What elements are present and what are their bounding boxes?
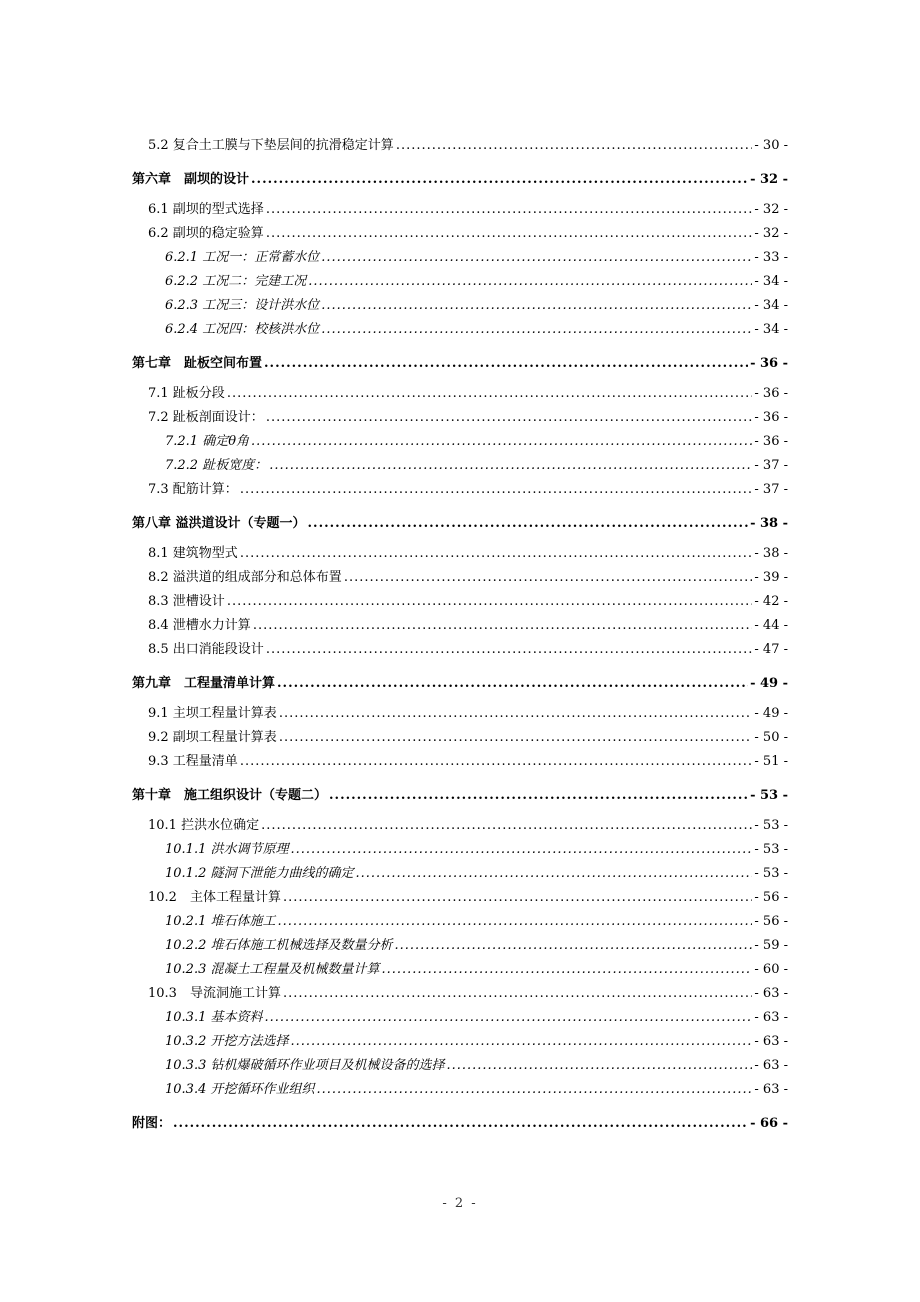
toc-entry-title: 7.2.2 趾板宽度： <box>165 458 268 473</box>
toc-entry-title: 10.3.4 开挖循环作业组织 <box>165 1082 315 1097</box>
table-of-contents <box>132 132 788 1140</box>
toc-entry-page: - 59 - <box>754 938 788 953</box>
toc-entry[interactable] <box>132 588 788 612</box>
toc-entry[interactable] <box>132 1004 788 1028</box>
toc-entry-title: 10.1.1 洪水调节原理 <box>165 842 289 857</box>
toc-entry-title: 7.1 趾板分段 <box>148 386 225 401</box>
toc-entry-title: 10.2.1 堆石体施工 <box>165 914 276 929</box>
toc-entry[interactable] <box>132 220 788 244</box>
toc-entry[interactable] <box>132 612 788 636</box>
dot-leader <box>355 864 752 884</box>
toc-entry-page: - 33 - <box>754 250 788 265</box>
toc-entry-title: 第十章 施工组织设计（专题二） <box>132 788 328 803</box>
dot-leader <box>251 170 748 190</box>
dot-leader <box>266 640 753 660</box>
dot-leader <box>308 514 749 534</box>
toc-entry-title: 6.2.4 工况四：校核洪水位 <box>165 322 320 337</box>
dot-leader <box>290 1032 752 1052</box>
toc-entry-page: - 36 - <box>754 410 788 425</box>
toc-entry-page: - 32 - <box>754 202 788 217</box>
toc-entry-page: - 63 - <box>754 1058 788 1073</box>
toc-entry[interactable] <box>132 980 788 1004</box>
toc-entry-title: 8.4 泄槽水力计算 <box>148 618 251 633</box>
dot-leader <box>240 480 753 500</box>
toc-entry[interactable] <box>132 196 788 220</box>
toc-entry-title: 9.1 主坝工程量计算表 <box>148 706 277 721</box>
toc-entry[interactable] <box>132 812 788 836</box>
dot-leader <box>277 674 748 694</box>
dot-leader <box>446 1056 752 1076</box>
toc-entry-title: 8.3 泄槽设计 <box>148 594 225 609</box>
toc-entry-title: 10.3 导流洞施工计算 <box>148 986 281 1001</box>
toc-entry[interactable] <box>132 860 788 884</box>
toc-entry-title: 9.3 工程量清单 <box>148 754 238 769</box>
toc-entry-page: - 49 - <box>754 706 788 721</box>
toc-entry-title: 6.2 副坝的稳定验算 <box>148 226 264 241</box>
toc-entry-title: 第九章 工程量清单计算 <box>132 676 276 691</box>
toc-entry-title: 6.2.3 工况三：设计洪水位 <box>165 298 320 313</box>
toc-entry-title: 5.2 复合土工膜与下垫层间的抗滑稳定计算 <box>148 138 394 153</box>
toc-chapter-entry[interactable] <box>132 668 788 694</box>
toc-entry-title: 第六章 副坝的设计 <box>132 172 250 187</box>
dot-leader <box>266 224 753 244</box>
toc-chapter-entry[interactable] <box>132 348 788 374</box>
toc-entry-title: 8.1 建筑物型式 <box>148 546 238 561</box>
toc-entry-page: - 36 - <box>754 434 788 449</box>
toc-entry-page: - 32 - <box>754 226 788 241</box>
toc-entry-page: - 44 - <box>754 618 788 633</box>
toc-entry-title: 第七章 趾板空间布置 <box>132 356 263 371</box>
dot-leader <box>266 200 753 220</box>
toc-entry[interactable] <box>132 636 788 660</box>
dot-leader <box>240 544 753 564</box>
toc-entry-page: - 53 - <box>754 818 788 833</box>
dot-leader <box>264 1008 752 1028</box>
toc-entry[interactable] <box>132 700 788 724</box>
toc-entry-page: - 39 - <box>754 570 788 585</box>
dot-leader <box>261 816 752 836</box>
dot-leader <box>308 272 752 292</box>
toc-entry[interactable] <box>132 244 788 268</box>
toc-entry[interactable] <box>132 404 788 428</box>
toc-entry-title: 8.5 出口消能段设计 <box>148 642 264 657</box>
dot-leader <box>381 960 752 980</box>
dot-leader <box>173 1114 748 1134</box>
toc-entry[interactable] <box>132 540 788 564</box>
dot-leader <box>279 728 753 748</box>
dot-leader <box>264 354 748 374</box>
toc-chapter-entry[interactable] <box>132 780 788 806</box>
toc-entry[interactable] <box>132 748 788 772</box>
page-number: - 2 - <box>442 1196 478 1211</box>
toc-entry[interactable] <box>132 932 788 956</box>
toc-entry-page: - 63 - <box>754 1010 788 1025</box>
toc-entry-page: - 63 - <box>754 1082 788 1097</box>
dot-leader <box>283 984 752 1004</box>
dot-leader <box>283 888 752 908</box>
dot-leader <box>394 936 752 956</box>
toc-entry-title: 9.2 副坝工程量计算表 <box>148 730 277 745</box>
dot-leader <box>279 704 753 724</box>
dot-leader <box>251 432 752 452</box>
toc-entry-title: 7.3 配筋计算： <box>148 482 238 497</box>
toc-entry-page: - 32 - <box>750 172 788 187</box>
toc-entry-page: - 38 - <box>750 516 788 531</box>
toc-entry[interactable] <box>132 724 788 748</box>
toc-entry-page: - 63 - <box>754 1034 788 1049</box>
toc-entry-page: - 30 - <box>754 138 788 153</box>
toc-entry-page: - 34 - <box>754 298 788 313</box>
toc-entry-title: 第八章 溢洪道设计（专题一） <box>132 516 306 531</box>
toc-entry-page: - 53 - <box>754 866 788 881</box>
toc-entry-page: - 49 - <box>750 676 788 691</box>
toc-entry-title: 10.3.3 钻机爆破循环作业项目及机械设备的选择 <box>165 1058 445 1073</box>
toc-chapter-entry[interactable] <box>132 1108 788 1134</box>
dot-leader <box>316 1080 752 1100</box>
toc-entry-page: - 66 - <box>750 1116 788 1131</box>
dot-leader <box>290 840 752 860</box>
toc-entry-title: 10.2 主体工程量计算 <box>148 890 281 905</box>
toc-entry-page: - 60 - <box>754 962 788 977</box>
toc-entry-title: 6.1 副坝的型式选择 <box>148 202 264 217</box>
toc-chapter-entry[interactable] <box>132 164 788 190</box>
toc-entry-title: 10.1 拦洪水位确定 <box>148 818 260 833</box>
dot-leader <box>253 616 753 636</box>
toc-entry[interactable] <box>132 380 788 404</box>
toc-entry[interactable] <box>132 564 788 588</box>
toc-chapter-entry[interactable] <box>132 508 788 534</box>
toc-entry-title: 10.1.2 隧洞下泄能力曲线的确定 <box>165 866 354 881</box>
toc-entry[interactable] <box>132 1028 788 1052</box>
toc-entry-title: 10.2.3 混凝土工程量及机械数量计算 <box>165 962 380 977</box>
toc-entry[interactable] <box>132 1076 788 1100</box>
toc-entry-page: - 56 - <box>754 890 788 905</box>
toc-entry[interactable] <box>132 956 788 980</box>
dot-leader <box>277 912 752 932</box>
toc-entry[interactable] <box>132 452 788 476</box>
toc-entry-page: - 37 - <box>754 482 788 497</box>
toc-entry-title: 10.2.2 堆石体施工机械选择及数量分析 <box>165 938 393 953</box>
toc-entry-title: 10.3.1 基本资料 <box>165 1010 263 1025</box>
dot-leader <box>396 136 753 156</box>
dot-leader <box>269 456 752 476</box>
toc-entry-page: - 50 - <box>754 730 788 745</box>
toc-entry-title: 7.2.1 确定θ角 <box>165 434 250 449</box>
toc-entry-title: 7.2 趾板剖面设计： <box>148 410 264 425</box>
dot-leader <box>240 752 753 772</box>
toc-entry-title: 附图： <box>132 1116 172 1131</box>
toc-entry[interactable] <box>132 884 788 908</box>
toc-entry[interactable] <box>132 316 788 340</box>
dot-leader <box>227 384 753 404</box>
toc-entry-page: - 36 - <box>750 356 788 371</box>
toc-entry-title: 8.2 溢洪道的组成部分和总体布置 <box>148 570 342 585</box>
toc-entry-page: - 34 - <box>754 322 788 337</box>
dot-leader <box>329 786 748 806</box>
toc-entry-page: - 53 - <box>750 788 788 803</box>
toc-entry-title: 10.3.2 开挖方法选择 <box>165 1034 289 1049</box>
toc-entry-page: - 38 - <box>754 546 788 561</box>
toc-entry-page: - 42 - <box>754 594 788 609</box>
toc-entry[interactable] <box>132 836 788 860</box>
toc-entry[interactable] <box>132 132 788 156</box>
dot-leader <box>321 248 752 268</box>
toc-entry-title: 6.2.2 工况二：完建工况 <box>165 274 307 289</box>
toc-entry-page: - 36 - <box>754 386 788 401</box>
toc-entry-page: - 53 - <box>754 842 788 857</box>
toc-entry[interactable] <box>132 428 788 452</box>
toc-entry-page: - 47 - <box>754 642 788 657</box>
dot-leader <box>321 296 752 316</box>
toc-entry-page: - 34 - <box>754 274 788 289</box>
toc-entry-page: - 63 - <box>754 986 788 1001</box>
toc-entry-page: - 37 - <box>754 458 788 473</box>
dot-leader <box>344 568 753 588</box>
toc-entry[interactable] <box>132 292 788 316</box>
dot-leader <box>321 320 752 340</box>
toc-entry-title: 6.2.1 工况一：正常蓄水位 <box>165 250 320 265</box>
dot-leader <box>266 408 753 428</box>
dot-leader <box>227 592 753 612</box>
toc-entry[interactable] <box>132 908 788 932</box>
toc-entry-page: - 56 - <box>754 914 788 929</box>
toc-entry[interactable] <box>132 268 788 292</box>
toc-entry-page: - 51 - <box>754 754 788 769</box>
toc-entry[interactable] <box>132 1052 788 1076</box>
toc-entry[interactable] <box>132 476 788 500</box>
